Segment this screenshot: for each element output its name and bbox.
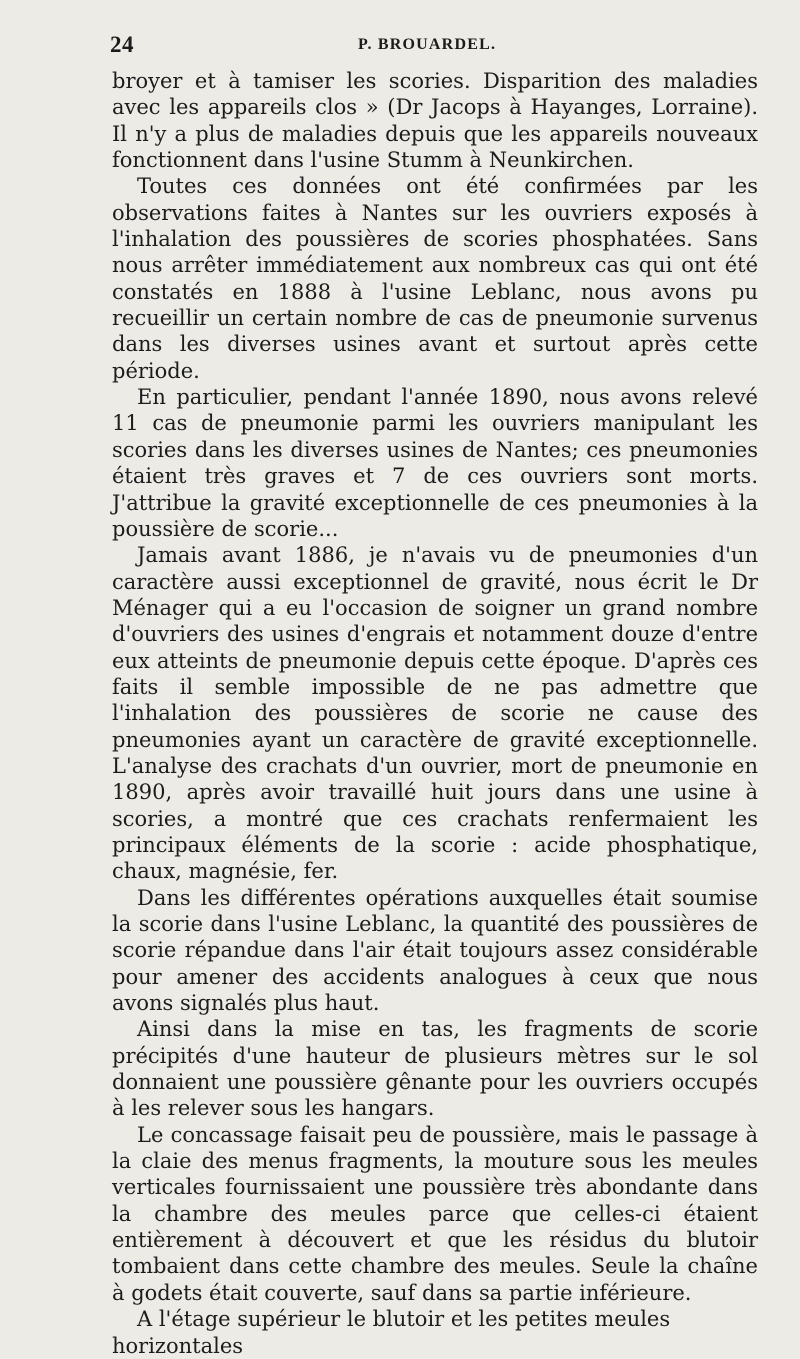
paragraph: Jamais avant 1886, je n'avais vu de pneumonies d'un caractère aussi exceptionnel de gravité, nous écrit le Dr Ménager qui a eu l'occasion de soigner un grand nombre d'ouvriers des usines d'engrais et notamment douze d'entre eux atteints de pneumonie depuis cette époque. D'après ces faits il semble impossible de ne pas admettre que l'inhalation des poussières de scorie ne cause des pneumonies ayant un caractère de gravité exceptionnelle. L'analyse des crachats d'un ouvrier, mort de pneumonie en 1890, après avoir travaillé huit jours dans une usine à scories, a montré que ces crachats renfermaient les principaux éléments de la scorie : acide phosphatique, chaux, magnésie, fer. — [112, 543, 758, 884]
running-head: P. BROUARDEL. — [358, 36, 497, 53]
paragraph: En particulier, pendant l'année 1890, nous avons relevé 11 cas de pneumonie parmi les ouvriers manipulant les scories dans les diverses usines de Nantes; ces pneumonies étaient très graves et 7 de ces ouvriers sont morts. J'attribue la gravité exceptionnelle de ces pneumonies à la poussière de scorie... — [112, 385, 758, 541]
body-text — [112, 68, 758, 1359]
paragraph: Dans les différentes opérations auxquelles était soumise la scorie dans l'usine Leblanc, la quantité des poussières de scorie répandue dans l'air était toujours assez considérable pour amener des accidents analogues à ceux que nous avons signalés plus haut. — [112, 885, 758, 1016]
paragraph: Le concassage faisait peu de poussière, mais le passage à la claie des menus fragments, la mouture sous les meules verticales fournissaient une poussière très abondante dans la chambre des meules parce que celles-ci étaient entièrement à découvert et que les résidus du blutoir tombaient dans cette chambre des meules. Seule la chaîne à godets était couverte, sauf dans sa partie inférieure. — [112, 1122, 758, 1305]
paragraph: Ainsi dans la mise en tas, les fragments de scorie précipités d'une hauteur de plusieurs mètres sur le sol donnaient une poussière gênante pour les ouvriers occupés à les relever sous les hangars. — [112, 1017, 758, 1121]
page-header — [112, 30, 758, 68]
page-number: 24 — [110, 32, 134, 57]
paragraph-truncated: A l'étage supérieur le blutoir et les petites meules horizontales — [112, 1307, 671, 1358]
paragraph: Toutes ces données ont été confirmées par les observations faites à Nantes sur les ouvriers exposés à l'inhalation des poussières de scories phosphatées. Sans nous arrêter immédiatement aux nombreux cas qui ont été constatés en 1888 à l'usine Leblanc, nous avons pu recueillir un certain nombre de cas de pneumonie survenus dans les diverses usines avant et surtout après cette période. — [112, 174, 758, 383]
paragraph-continued: broyer et à tamiser les scories. Disparition des maladies avec les appareils clos » (Dr Jacops à Hayanges, Lorraine). Il n'y a plus de maladies depuis que les appareils nouveaux fonctionnent dans l'usine Stumm à Neunkirchen. — [112, 69, 758, 173]
